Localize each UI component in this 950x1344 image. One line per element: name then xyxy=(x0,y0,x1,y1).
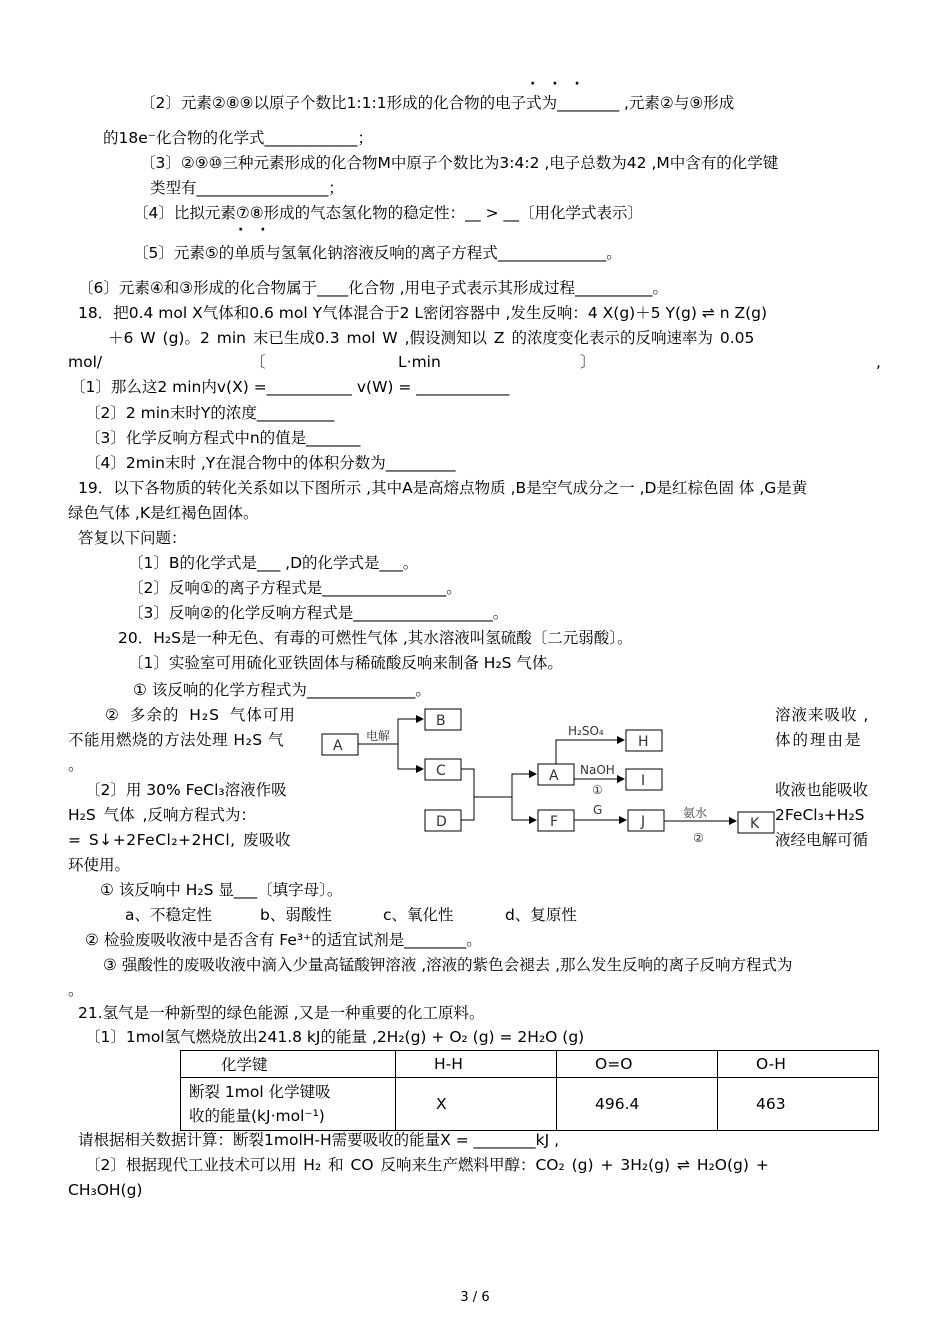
box-k-label: K xyxy=(750,816,760,832)
q20-part2g: 环使用。 xyxy=(68,856,131,874)
q20-part1-2e: 。 xyxy=(68,756,84,774)
table-cell: X xyxy=(396,1078,557,1131)
box-c-label: C xyxy=(436,763,446,779)
h2so4-label: H₂SO₄ xyxy=(568,724,604,738)
q17-part2-cont: 的18e⁻化合物的化学式____________； xyxy=(103,129,373,147)
q17-part2: 〔2〕元素②⑧⑨以原子个数比1:1:1形成的化合物的电子式为________ ,元素②与⑨形成 xyxy=(140,94,735,112)
ammonia-label: 氨水 xyxy=(683,806,708,820)
g-label: G xyxy=(593,803,603,817)
box-a-right-label: A xyxy=(549,768,559,784)
q17-part3: 〔3〕②⑨⑩三种元素形成的化合物M中原子个数比为3:4:2 ,电子总数为42 ,M中含有的化学键 xyxy=(140,154,779,172)
q20-option-c: c、氧化性 xyxy=(383,906,454,924)
reaction-2-label: ② xyxy=(693,831,704,845)
q20-part2-3-end: 。 xyxy=(68,981,84,999)
box-h-label: H xyxy=(638,734,649,750)
q18-part3: 〔3〕化学反响方程式中n的值是_______ xyxy=(85,429,361,447)
q19-part1: 〔1〕B的化学式是___ ,D的化学式是___。 xyxy=(128,554,419,572)
box-i-label: I xyxy=(641,773,646,789)
q20-part2-1: ① 该反响中 H₂S 显___〔填字母〕。 xyxy=(100,881,343,899)
q20-part2a: 〔2〕用 30% FeCl₃溶液作吸 xyxy=(85,781,287,799)
q17-part3-cont: 类型有_________________； xyxy=(150,179,344,197)
q20-part1-2a: ② 多余的 H₂S 气体可用 xyxy=(105,706,296,724)
q18-part4: 〔4〕2min末时 ,Y在混合物中的体积分数为_________ xyxy=(85,454,456,472)
emphasis-dots: · · · xyxy=(530,76,586,92)
q21-part1-question: 请根据相关数据计算：断裂1molH-H需要吸收的能量X = ________kJ , xyxy=(78,1131,560,1149)
q20-part1-2c: 不能用燃烧的方法处理 H₂S 气 xyxy=(68,731,285,749)
q17-part5: 〔5〕元素⑤的单质与氢氧化钠溶液反响的离子方程式______________。 xyxy=(133,244,622,262)
q18-stem-2: ＋6 W (g)。2 min 末已生成0.3 mol W ,假设测知以 Z 的浓度变化表示的反响速率为 0.05 xyxy=(108,329,755,347)
q19-stem-2: 绿色气体 ,K是红褐色固体。 xyxy=(68,504,259,522)
q20-part2d: 2FeCl₃+H₂S xyxy=(775,806,865,824)
q19-part2: 〔2〕反响①的离子方程式是________________。 xyxy=(128,579,462,597)
box-j xyxy=(628,810,664,831)
q18-stem-3b: 〔 xyxy=(250,353,266,371)
row-label-line-2: 收的能量(kJ·mol⁻¹) xyxy=(189,1107,325,1125)
q18-stem-3c: L·min xyxy=(398,353,441,371)
table-header-cell: O=O xyxy=(557,1051,718,1078)
q20-option-a: a、不稳定性 xyxy=(125,906,212,924)
table-header-cell: O-H xyxy=(718,1051,879,1078)
q18-stem-1: 18．把0.4 mol X气体和0.6 mol Y气体混合于2 L密闭容器中 ,发生反响：4 X(g)＋5 Y(g) ⇌ n Z(g) xyxy=(78,304,768,322)
table-row xyxy=(181,1078,879,1131)
box-j-label: J xyxy=(641,814,646,830)
table-cell: 496.4 xyxy=(557,1078,718,1131)
table-header-cell: H-H xyxy=(396,1051,557,1078)
q18-part2: 〔2〕2 min末时Y的浓度__________ xyxy=(85,404,335,422)
q17-part4: 〔4〕比拟元素⑦⑧形成的气态氢化物的稳定性：__ > __〔用化学式表示〕 xyxy=(133,204,643,222)
q20-part2-3: ③ 强酸性的废吸收液中滴入少量高锰酸钾溶液 ,溶液的紫色会褪去 ,那么发生反响的离子反响方程式为 xyxy=(103,956,793,974)
box-d-label: D xyxy=(436,814,447,830)
table-header-cell: 化学键 xyxy=(181,1051,396,1078)
naoh-label: NaOH xyxy=(580,763,615,777)
table-row-label xyxy=(181,1078,396,1131)
q19-stem-1: 19．以下各物质的转化关系如以下图所示 ,其中A是高熔点物质 ,B是空气成分之一 ,D是红棕色固 体 ,G是黄 xyxy=(78,479,808,497)
box-a-left-label: A xyxy=(333,738,343,754)
q20-option-d: d、复原性 xyxy=(505,906,577,924)
q21-part2-cont: CH₃OH(g) xyxy=(68,1181,143,1199)
q18-stem-3e: , xyxy=(876,353,881,371)
bond-energy-table xyxy=(180,1050,879,1131)
table-row xyxy=(181,1051,879,1078)
table-cell: 463 xyxy=(718,1078,879,1131)
emphasis-dots: · · xyxy=(238,222,272,238)
q20-part2e: = S↓+2FeCl₂+2HCl, 废吸收 xyxy=(68,831,292,849)
q19-prompt: 答复以下问题： xyxy=(78,529,187,547)
row-label-line-1: 断裂 1mol 化学键吸 xyxy=(189,1083,331,1101)
q19-part3: 〔3〕反响②的化学反响方程式是__________________。 xyxy=(128,604,509,622)
box-b-label: B xyxy=(436,713,446,729)
q20-stem: 20．H₂S是一种无色、有毒的可燃性气体 ,其水溶液叫氢硫酸〔二元弱酸〕。 xyxy=(118,629,633,647)
q20-part2b: 收液也能吸收 xyxy=(775,781,869,799)
q17-part6: 〔6〕元素④和③形成的化合物属于____化合物 ,用电子式表示其形成过程__________。 xyxy=(78,279,669,297)
q20-part1: 〔1〕实验室可用硫化亚铁固体与稀硫酸反响来制备 H₂S 气体。 xyxy=(128,654,563,672)
q20-part1-2b: 溶液来吸收 , xyxy=(775,706,870,724)
box-f-label: F xyxy=(550,814,559,830)
q21-stem: 21.氢气是一种新型的绿色能源 ,又是一种重要的化工原料。 xyxy=(78,1004,485,1022)
page-number: 3 / 6 xyxy=(460,1290,490,1305)
q18-part1: 〔1〕那么这2 min内v(X) =___________ v(W) = ____________ xyxy=(70,378,510,396)
q20-option-b: b、弱酸性 xyxy=(260,906,332,924)
q18-stem-3d: 〕 xyxy=(580,353,596,371)
electrolysis-label: 电解 xyxy=(366,729,391,743)
q20-part1-2d: 体的理由是 xyxy=(775,731,863,749)
q20-part1-1: ① 该反响的化学方程式为______________。 xyxy=(133,681,431,699)
q18-stem-3a: mol/ xyxy=(68,353,103,371)
q20-part2f: 液经电解可循 xyxy=(775,831,869,849)
q21-part2: 〔2〕根据现代工业技术可以用 H₂ 和 CO 反响来生产燃料甲醇：CO₂ (g) + 3H₂(g) ⇌ H₂O(g) + xyxy=(85,1156,769,1174)
q20-part2c: H₂S 气体 ,反响方程式为： xyxy=(68,806,256,824)
q21-part1: 〔1〕1mol氢气燃烧放出241.8 kJ的能量 ,2H₂(g) + O₂ (g) = 2H₂O (g) xyxy=(85,1028,585,1046)
reaction-1-label: ① xyxy=(592,783,603,797)
q20-part2-2: ② 检验废吸收液中是否含有 Fe³⁺的适宜试剂是________。 xyxy=(85,931,482,949)
